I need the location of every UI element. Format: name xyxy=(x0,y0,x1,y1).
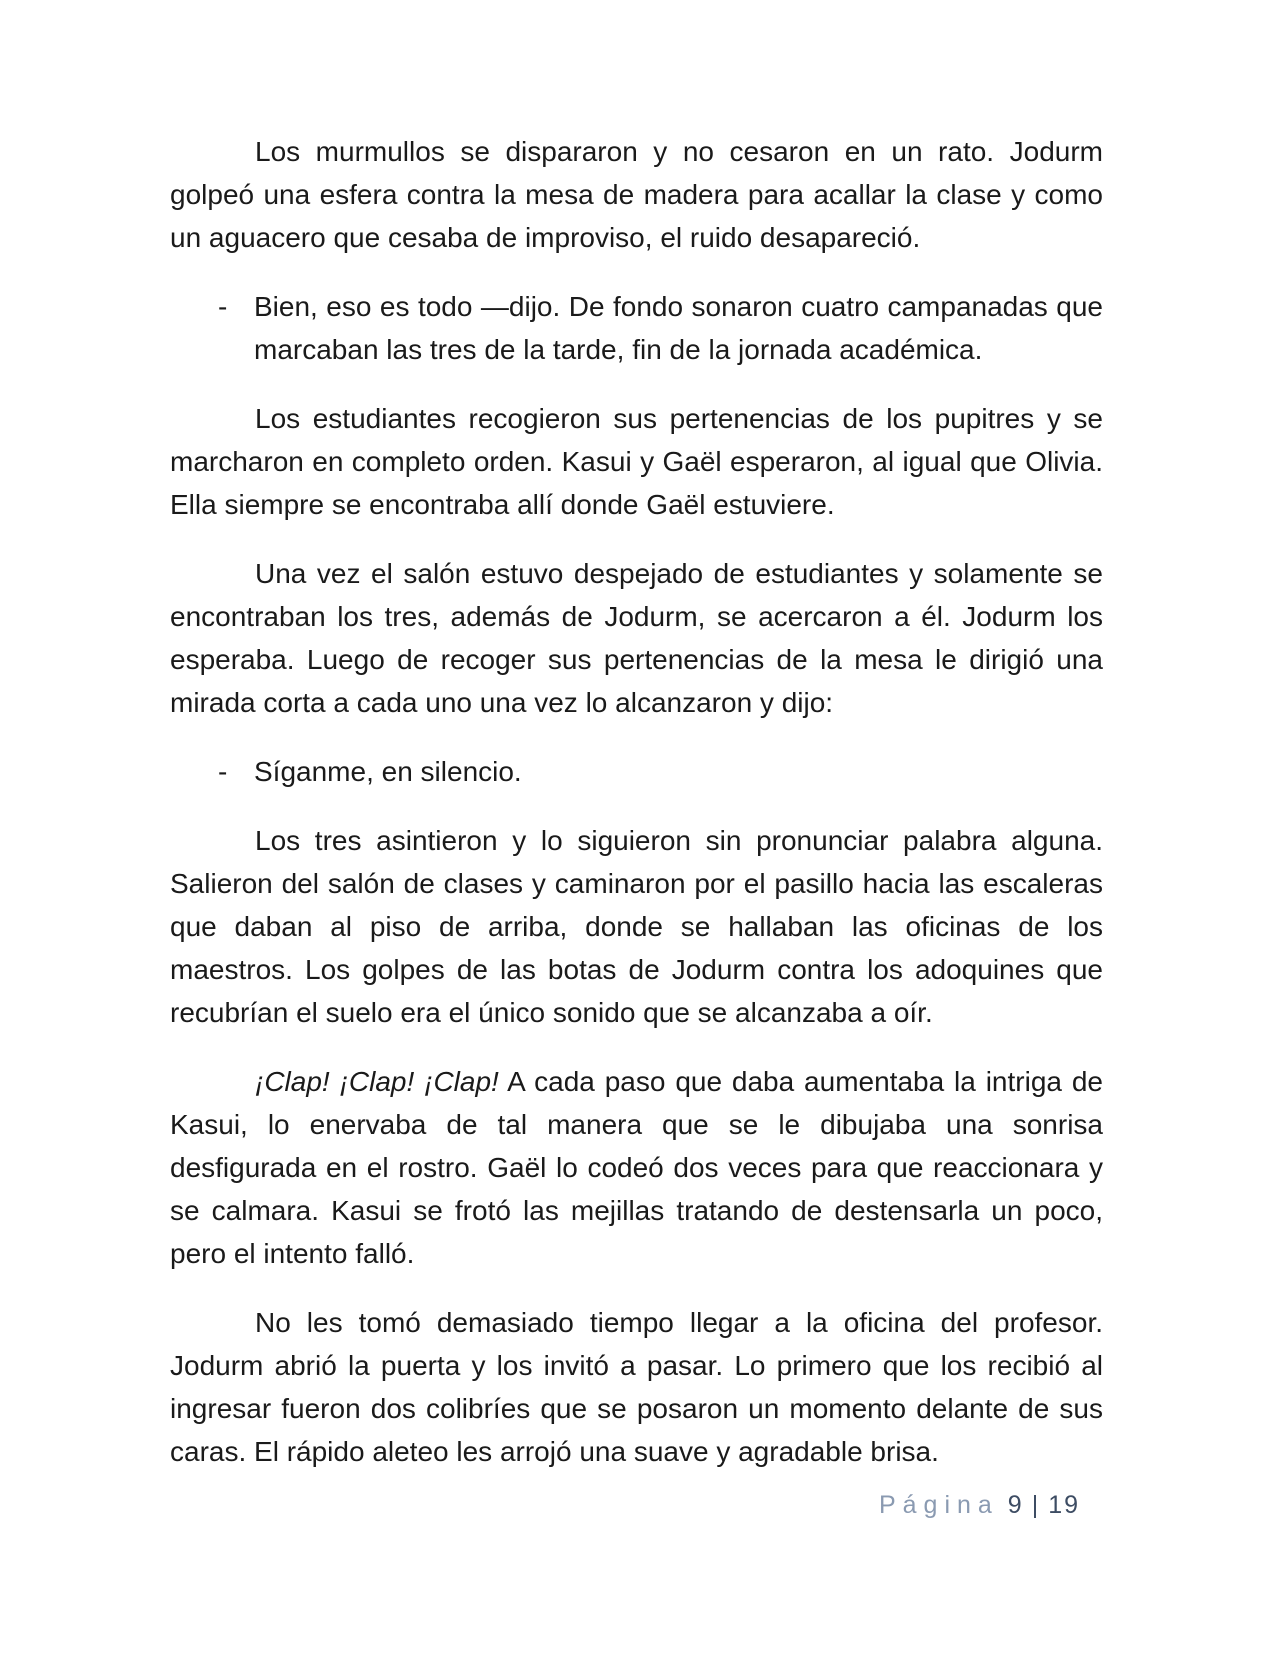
footer-page-total: 19 xyxy=(1048,1491,1080,1519)
page-footer xyxy=(879,1489,1080,1521)
paragraph xyxy=(170,1301,1103,1473)
text-segment: Síganme, en silencio. xyxy=(254,756,522,787)
text-segment: Una vez el salón estuvo despejado de estudiantes y solamente se encontraban los tres, además de Jodurm, se acercaron a él. Jodurm los esperaba. Luego de recoger sus pertenencias de la mesa le dirigió una mirada corta a cada uno una vez lo alcanzaron y dijo: xyxy=(170,558,1103,718)
text-segment: Los murmullos se dispararon y no cesaron en un rato. Jodurm golpeó una esfera contra la mesa de madera para acallar la clase y como un aguacero que cesaba de improviso, el ruido desapareció. xyxy=(170,136,1103,253)
paragraph xyxy=(170,130,1103,259)
paragraph xyxy=(170,819,1103,1034)
page-body-text xyxy=(170,130,1103,1499)
text-segment: Bien, eso es todo —dijo. De fondo sonaron cuatro campanadas que marcaban las tres de la tarde, fin de la jornada académica. xyxy=(254,291,1103,365)
text-segment: Los estudiantes recogieron sus pertenencias de los pupitres y se marcharon en completo orden. Kasui y Gaël esperaron, al igual que Olivia. Ella siempre se encontraba allí donde Gaël estuviere. xyxy=(170,403,1103,520)
text-segment: No les tomó demasiado tiempo llegar a la oficina del profesor. Jodurm abrió la puerta y los invitó a pasar. Lo primero que los recibió al ingresar fueron dos colibríes que se posaron un momento delante de sus caras. El rápido aleteo les arrojó una suave y agradable brisa. xyxy=(170,1307,1103,1467)
paragraph xyxy=(170,552,1103,724)
paragraph xyxy=(170,397,1103,526)
footer-page-separator: | xyxy=(1031,1491,1041,1519)
list-paragraph xyxy=(170,750,1103,793)
list-paragraph xyxy=(170,285,1103,371)
footer-page-number: 9 xyxy=(1007,1491,1024,1519)
text-segment: A cada paso que daba aumentaba la intriga de Kasui, lo enervaba de tal manera que se le dibujaba una sonrisa desfigurada en el rostro. Gaël lo codeó dos veces para que reaccionara y se calmara. Kasui se frotó las mejillas tratando de destensarla un poco, pero el intento falló. xyxy=(170,1066,1103,1269)
italic-text-segment: ¡Clap! ¡Clap! ¡Clap! xyxy=(255,1066,499,1097)
text-segment: Los tres asintieron y lo siguieron sin pronunciar palabra alguna. Salieron del salón de clases y caminaron por el pasillo hacia las escaleras que daban al piso de arriba, donde se hallaban las oficinas de los maestros. Los golpes de las botas de Jodurm contra los adoquines que recubrían el suelo era el único sonido que se alcanzaba a oír. xyxy=(170,825,1103,1028)
paragraph xyxy=(170,1060,1103,1275)
list-marker: - xyxy=(218,756,228,787)
list-marker: - xyxy=(218,291,228,322)
footer-page-label: Página xyxy=(878,1491,999,1519)
